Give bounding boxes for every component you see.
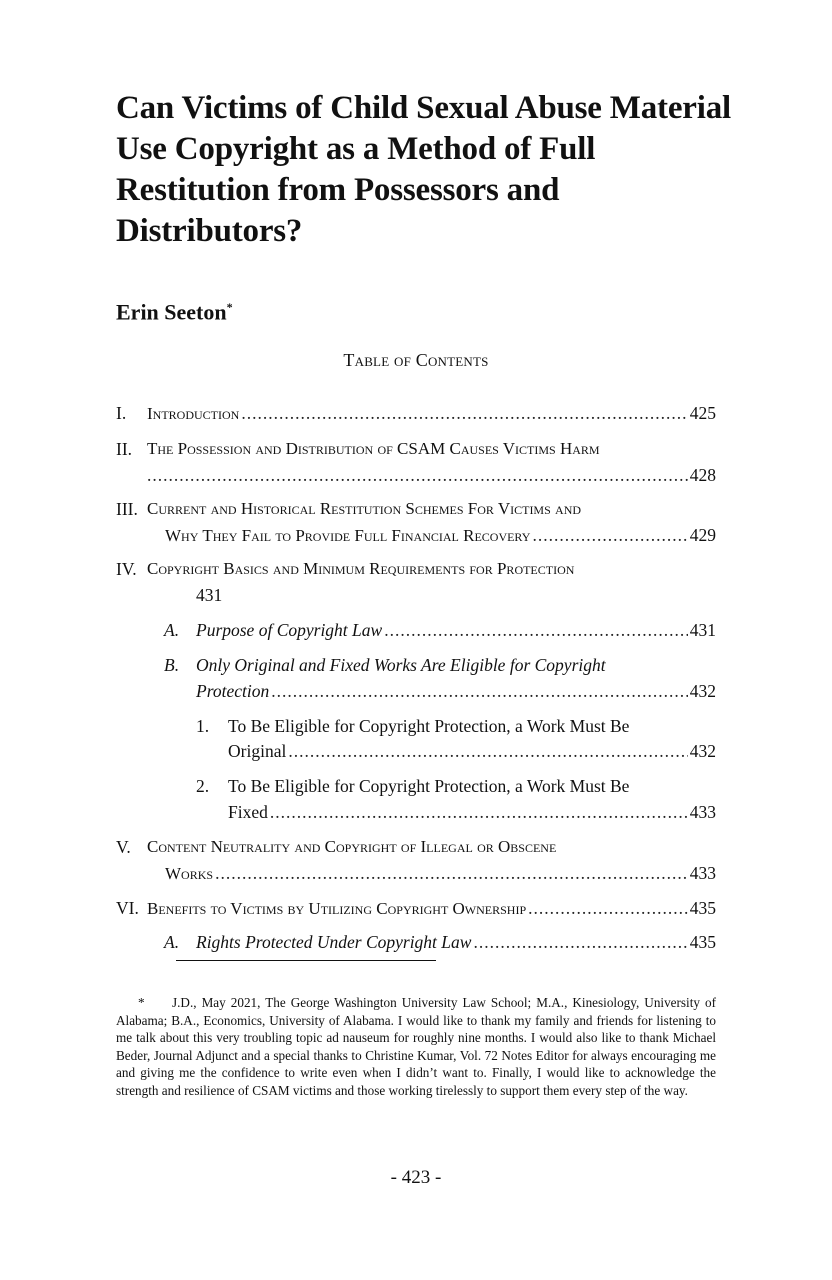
article-title: Can Victims of Child Sexual Abuse Material Use Copyright as a Method of Full Restitution from Possessors and Distributors?: [116, 90, 731, 249]
toc-entry-text: Protection: [196, 681, 270, 701]
toc-entry-text: To Be Eligible for Copyright Protection, a Work Must Be: [228, 716, 630, 736]
footnote-text: J.D., May 2021, The George Washington University Law School; M.A., Kinesiology, University of Alabama; B.A., Economics, University of Alabama. I would like to thank my family and friends for listening to me talk about this very troubling topic ad nauseum for roughly nine months. I would also like to thank Michael Beder, Journal Adjunct and a special thanks to Christine Kumar, Vol. 72 Notes Editor for always encouraging me and giving me the confidence to write even when I didn’t want to. Finally, I would like to acknowledge the strength and resilience of CSAM victims and those working tirelessly to support them every step of the way.: [116, 995, 716, 1098]
footnote-marker: *: [138, 995, 145, 1010]
toc-entry-text: Copyright Basics and Minimum Requirements for Protection: [147, 559, 575, 578]
author-footnote-marker[interactable]: *: [226, 300, 233, 314]
toc-entry-text: Only Original and Fixed Works Are Eligible for Copyright: [196, 655, 606, 675]
page-number: - 423 -: [390, 1167, 442, 1188]
toc-entry-text: Why They Fail to Provide Full Financial Recovery: [165, 526, 531, 545]
toc-entry-text: Rights Protected Under Copyright Law: [196, 932, 472, 952]
toc-entry-text: Benefits to Victims by Utilizing Copyright Ownership: [147, 899, 527, 918]
toc-entry-text: Content Neutrality and Copyright of Illegal or Obscene: [147, 837, 557, 856]
footnote: [116, 994, 716, 1099]
toc-entry-text: Works: [165, 864, 214, 883]
toc-page-number: 435: [689, 898, 716, 918]
toc-page-number: 432: [689, 681, 716, 701]
toc-entry-text: Fixed: [228, 802, 268, 822]
toc-page-number: 429: [689, 525, 716, 545]
toc-entry-text: Purpose of Copyright Law: [196, 620, 383, 640]
toc-heading: Table of Contents: [343, 350, 489, 370]
footnote-separator: [176, 960, 436, 961]
document-page: Can Victims of Child Sexual Abuse Material Use Copyright as a Method of Full Restitution from Possessors and Distributors? Erin Seeton* Table of Contents I. Introduction ..... 425 II. The Possession and Distribution of CSAM Causes Victims Harm ..... 428 III. Current and Historical Restitution Schemes For Victims and Why They Fail to Provide Full Financial Recovery ..... 429 IV. Copyright Basics and Minimum Requirements for Protection 431 A. Purpose of Copyright Law ..... 431 B. Only Original and Fixed Works Are Eligible for Copyright Protection ..... 432 1. To Be Eligible for Copyright Protection, a Work Must Be Original ..... 432 2. To Be Eligible for Copyright Protection, a Work Must Be Fixed ..... 433 V. Content Neutrality and Copyright of Illegal or Obscene Works ..... 433 VI. Benefits to Victims by Utilizing Copyright Ownership ..... 435 A. Rights Protected Under Copyright Law ..... 435 * J.D., May 2021, The George Washington University Law School; M.A., Kinesiology, University of Alabama; B.A., Economics, University of Alabama. I would like to thank my family and friends for listening to me talk about this very troubling topic ad nauseum for roughly nine months. I would also like to thank Michael Beder, Journal Adjunct and a special thanks to Christine Kumar, Vol. 72 Notes Editor for always encouraging me and giving me the confidence to write even when I didn’t want to. Finally, I would like to acknowledge the strength and resilience of CSAM victims and those working tirelessly to support them every step of the way. - 423 -: [0, 0, 832, 1280]
toc-page-number: 425: [689, 403, 716, 423]
toc-entry-text: The Possession and Distribution of CSAM Causes Victims Harm: [147, 439, 600, 458]
toc-entry-text: To Be Eligible for Copyright Protection, a Work Must Be: [228, 776, 630, 796]
toc-entry-text: Current and Historical Restitution Schemes For Victims and: [147, 499, 582, 518]
toc-page-number: 431: [689, 620, 716, 640]
toc-page-number: 432: [689, 741, 716, 761]
toc-entry-text: Introduction: [147, 404, 240, 423]
author-name: Erin Seeton*: [116, 299, 233, 325]
toc-page-number: 428: [689, 465, 716, 485]
toc-page-number: 433: [689, 802, 716, 822]
toc-page-number: 431: [196, 585, 223, 605]
toc-page-number: 433: [689, 863, 716, 883]
toc-page-number: 435: [689, 932, 716, 952]
toc-entry-text: Original: [228, 741, 287, 761]
